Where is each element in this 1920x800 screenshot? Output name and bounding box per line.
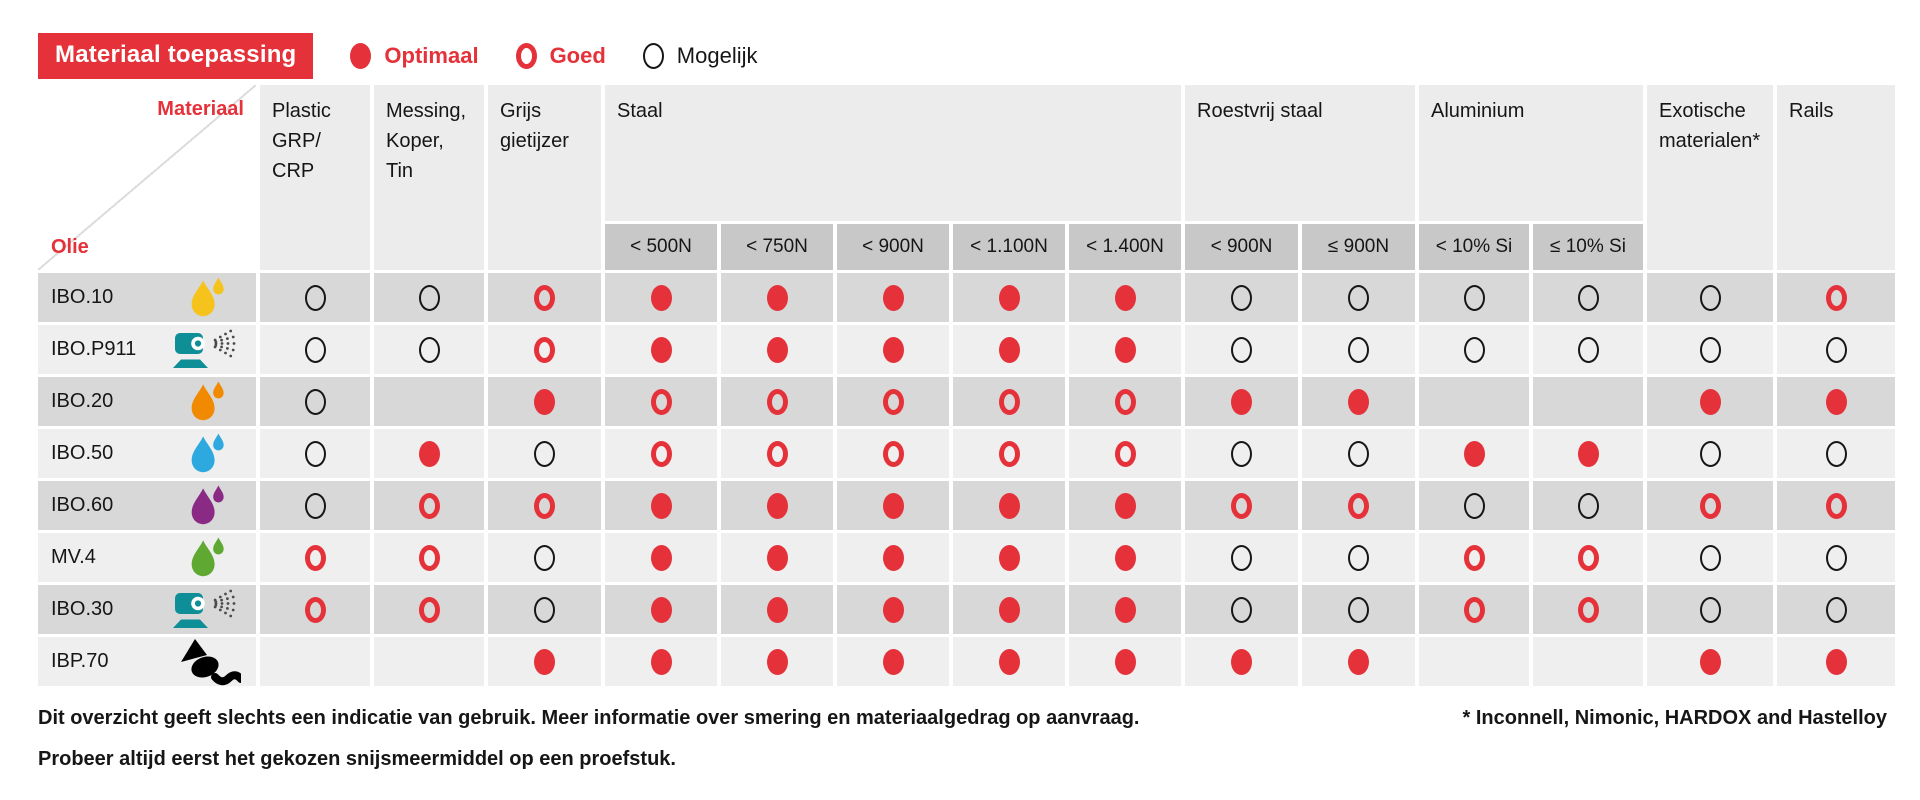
column-header-line: materialen* — [1659, 130, 1761, 152]
mark-mogelijk — [1231, 337, 1252, 363]
cell-ibo-20-col4 — [721, 377, 833, 426]
mark-mogelijk — [1826, 597, 1847, 623]
column-header-line: Aluminium — [1431, 100, 1525, 122]
corner-label-materiaal: Materiaal — [157, 98, 244, 120]
column-header-messing-koper-tin — [374, 85, 484, 270]
cell-ibo-20-col1 — [374, 377, 484, 426]
mark-goed — [767, 441, 788, 467]
cell-ibo-20-col8 — [1185, 377, 1298, 426]
mark-goed — [534, 493, 555, 519]
cell-ibo-p911-col9 — [1302, 325, 1415, 374]
cell-ibo-50-col5 — [837, 429, 949, 478]
cell-ibo-p911-col11 — [1533, 325, 1643, 374]
mark-optimaal — [1700, 649, 1721, 675]
row-header-ibo-20 — [38, 377, 256, 426]
top-bar — [38, 33, 758, 79]
cell-ibo-10-col11 — [1533, 273, 1643, 322]
mark-optimaal — [1826, 389, 1847, 415]
goed-circle-icon — [516, 43, 537, 69]
mark-goed — [305, 597, 326, 623]
cell-ibo-50-col0 — [260, 429, 370, 478]
cell-ibo-50-col12 — [1647, 429, 1773, 478]
cell-mv-4-col12 — [1647, 533, 1773, 582]
cell-ibo-50-col7 — [1069, 429, 1181, 478]
cell-ibo-20-col2 — [488, 377, 601, 426]
cell-ibo-10-col13 — [1777, 273, 1895, 322]
mark-mogelijk — [1348, 545, 1369, 571]
mark-optimaal — [419, 441, 440, 467]
mark-optimaal — [651, 285, 672, 311]
cell-ibp-70-col0 — [260, 637, 370, 686]
row-label: IBO.50 — [51, 442, 114, 464]
cell-mv-4-col3 — [605, 533, 717, 582]
mark-optimaal — [651, 545, 672, 571]
cell-ibp-70-col6 — [953, 637, 1065, 686]
mark-optimaal — [651, 597, 672, 623]
mark-optimaal — [767, 597, 788, 623]
mark-mogelijk — [305, 285, 326, 311]
mark-optimaal — [883, 337, 904, 363]
cell-ibp-70-col1 — [374, 637, 484, 686]
row-label: IBP.70 — [51, 650, 109, 672]
cell-ibp-70-col8 — [1185, 637, 1298, 686]
cell-ibo-10-col3 — [605, 273, 717, 322]
mark-mogelijk — [1700, 337, 1721, 363]
subheader-aluminium-1: ≤ 10% Si — [1533, 224, 1643, 270]
legend-item-optimaal — [350, 43, 478, 69]
row-header-ibo-60 — [38, 481, 256, 530]
mark-goed — [1348, 493, 1369, 519]
column-header-line: Plastic — [272, 100, 331, 122]
cell-ibo-20-col12 — [1647, 377, 1773, 426]
column-header-line: Roestvrij staal — [1197, 100, 1323, 122]
legend-label: Goed — [549, 43, 606, 68]
row-header-ibp-70 — [38, 637, 256, 686]
cell-ibo-p911-col10 — [1419, 325, 1529, 374]
cell-ibo-50-col8 — [1185, 429, 1298, 478]
cell-mv-4-col5 — [837, 533, 949, 582]
mark-mogelijk — [1826, 337, 1847, 363]
row-header-ibo-30 — [38, 585, 256, 634]
cell-ibo-10-col2 — [488, 273, 601, 322]
mark-goed — [1115, 389, 1136, 415]
cell-ibp-70-col7 — [1069, 637, 1181, 686]
cell-ibo-20-col6 — [953, 377, 1065, 426]
column-header-plastic-grp-crp — [260, 85, 370, 270]
mark-optimaal — [999, 597, 1020, 623]
mark-optimaal — [1348, 389, 1369, 415]
mark-optimaal — [883, 649, 904, 675]
drop-icon — [164, 275, 248, 320]
mark-goed — [999, 441, 1020, 467]
mark-optimaal — [1700, 389, 1721, 415]
row-header-mv-4 — [38, 533, 256, 582]
row-label: IBO.P911 — [51, 338, 137, 360]
mark-optimaal — [767, 649, 788, 675]
cell-ibo-p911-col6 — [953, 325, 1065, 374]
column-header-line: Grijs — [500, 100, 542, 122]
mogelijk-circle-icon — [643, 43, 664, 69]
subheader-staal-4: < 1.400N — [1069, 224, 1181, 270]
cell-ibo-50-col13 — [1777, 429, 1895, 478]
cell-ibo-10-col5 — [837, 273, 949, 322]
mark-mogelijk — [305, 389, 326, 415]
mark-optimaal — [767, 493, 788, 519]
mark-optimaal — [534, 649, 555, 675]
column-header-grijs-gietijzer — [488, 85, 601, 270]
mark-optimaal — [883, 493, 904, 519]
cell-ibp-70-col2 — [488, 637, 601, 686]
footer-disclaimer — [38, 707, 1139, 789]
mark-goed — [419, 493, 440, 519]
cell-ibo-50-col10 — [1419, 429, 1529, 478]
cell-ibo-30-col6 — [953, 585, 1065, 634]
cell-ibo-60-col3 — [605, 481, 717, 530]
cell-ibo-60-col10 — [1419, 481, 1529, 530]
cell-ibo-60-col5 — [837, 481, 949, 530]
row-label: IBO.30 — [51, 598, 114, 620]
mark-goed — [651, 389, 672, 415]
mark-optimaal — [999, 337, 1020, 363]
mark-goed — [1578, 545, 1599, 571]
mark-goed — [534, 285, 555, 311]
mark-goed — [1464, 597, 1485, 623]
mark-optimaal — [1348, 649, 1369, 675]
cell-ibo-30-col2 — [488, 585, 601, 634]
mark-optimaal — [1826, 649, 1847, 675]
cell-ibo-10-col0 — [260, 273, 370, 322]
mark-optimaal — [534, 389, 555, 415]
mark-optimaal — [1231, 389, 1252, 415]
row-label: MV.4 — [51, 546, 96, 568]
tube-icon — [164, 638, 248, 686]
mark-mogelijk — [1348, 597, 1369, 623]
column-header-line: GRP/ — [272, 130, 321, 152]
mark-optimaal — [883, 597, 904, 623]
cell-ibo-60-col11 — [1533, 481, 1643, 530]
drop-icon — [164, 431, 248, 476]
cell-ibo-50-col11 — [1533, 429, 1643, 478]
mark-optimaal — [1115, 285, 1136, 311]
cell-ibo-30-col3 — [605, 585, 717, 634]
mark-mogelijk — [1231, 545, 1252, 571]
cell-ibo-p911-col13 — [1777, 325, 1895, 374]
subheader-aluminium-0: < 10% Si — [1419, 224, 1529, 270]
cell-mv-4-col4 — [721, 533, 833, 582]
cell-ibo-30-col13 — [1777, 585, 1895, 634]
mark-mogelijk — [1464, 337, 1485, 363]
cell-ibo-30-col4 — [721, 585, 833, 634]
cell-ibo-20-col10 — [1419, 377, 1529, 426]
cell-ibo-20-col13 — [1777, 377, 1895, 426]
cell-mv-4-col9 — [1302, 533, 1415, 582]
cell-ibo-50-col4 — [721, 429, 833, 478]
subheader-staal-2: < 900N — [837, 224, 949, 270]
row-header-ibo-50 — [38, 429, 256, 478]
legend-item-mogelijk — [643, 43, 758, 69]
column-header-line: Koper, — [386, 130, 444, 152]
mark-mogelijk — [1231, 441, 1252, 467]
drop-icon — [164, 379, 248, 424]
row-label: IBO.20 — [51, 390, 114, 412]
cell-mv-4-col13 — [1777, 533, 1895, 582]
mark-goed — [1826, 285, 1847, 311]
footer-asterisk-note: * Inconnell, Nimonic, HARDOX and Hastelloy — [1462, 707, 1887, 729]
cell-ibo-60-col1 — [374, 481, 484, 530]
cell-mv-4-col7 — [1069, 533, 1181, 582]
mark-optimaal — [1231, 649, 1252, 675]
mark-mogelijk — [1578, 493, 1599, 519]
cell-ibo-60-col0 — [260, 481, 370, 530]
cell-mv-4-col10 — [1419, 533, 1529, 582]
mark-optimaal — [999, 285, 1020, 311]
column-header-line: Messing, — [386, 100, 467, 122]
cell-mv-4-col11 — [1533, 533, 1643, 582]
cell-ibo-60-col4 — [721, 481, 833, 530]
cell-ibo-60-col8 — [1185, 481, 1298, 530]
mark-optimaal — [1115, 597, 1136, 623]
cell-ibo-10-col6 — [953, 273, 1065, 322]
cell-ibp-70-col5 — [837, 637, 949, 686]
cell-ibo-10-col8 — [1185, 273, 1298, 322]
cell-ibo-30-col9 — [1302, 585, 1415, 634]
page-title: Materiaal toepassing — [38, 33, 313, 79]
cell-mv-4-col6 — [953, 533, 1065, 582]
cell-ibo-30-col10 — [1419, 585, 1529, 634]
cell-ibo-20-col7 — [1069, 377, 1181, 426]
column-header-rails — [1777, 85, 1895, 270]
subheader-staal-3: < 1.100N — [953, 224, 1065, 270]
cell-ibo-30-col7 — [1069, 585, 1181, 634]
mark-optimaal — [999, 649, 1020, 675]
mark-optimaal — [651, 649, 672, 675]
mark-mogelijk — [1348, 285, 1369, 311]
legend-item-goed — [516, 43, 606, 69]
column-header-roestvrij-staal — [1185, 85, 1415, 221]
cell-mv-4-col0 — [260, 533, 370, 582]
mark-goed — [1826, 493, 1847, 519]
spray-icon — [164, 587, 248, 632]
mark-optimaal — [1464, 441, 1485, 467]
mark-mogelijk — [534, 545, 555, 571]
material-application-table — [38, 85, 1895, 686]
mark-mogelijk — [1578, 285, 1599, 311]
cell-ibp-70-col13 — [1777, 637, 1895, 686]
mark-optimaal — [1115, 649, 1136, 675]
cell-ibo-20-col3 — [605, 377, 717, 426]
legend-label: Optimaal — [384, 43, 479, 68]
mark-goed — [1578, 597, 1599, 623]
legend — [313, 43, 757, 69]
mark-goed — [1115, 441, 1136, 467]
mark-optimaal — [767, 285, 788, 311]
mark-optimaal — [651, 337, 672, 363]
column-header-staal — [605, 85, 1181, 221]
cell-ibo-30-col8 — [1185, 585, 1298, 634]
cell-ibo-20-col11 — [1533, 377, 1643, 426]
cell-ibp-70-col11 — [1533, 637, 1643, 686]
column-header-line: Rails — [1789, 100, 1834, 122]
mark-mogelijk — [1700, 285, 1721, 311]
column-header-aluminium — [1419, 85, 1643, 221]
cell-ibp-70-col9 — [1302, 637, 1415, 686]
cell-ibo-10-col7 — [1069, 273, 1181, 322]
mark-goed — [651, 441, 672, 467]
mark-mogelijk — [1700, 545, 1721, 571]
cell-ibo-60-col7 — [1069, 481, 1181, 530]
mark-mogelijk — [1231, 597, 1252, 623]
mark-mogelijk — [419, 285, 440, 311]
mark-mogelijk — [1231, 285, 1252, 311]
cell-ibo-p911-col1 — [374, 325, 484, 374]
subheader-roestvrij-staal-0: < 900N — [1185, 224, 1298, 270]
mark-optimaal — [1578, 441, 1599, 467]
mark-mogelijk — [534, 441, 555, 467]
cell-mv-4-col1 — [374, 533, 484, 582]
mark-mogelijk — [1578, 337, 1599, 363]
cell-ibo-p911-col4 — [721, 325, 833, 374]
mark-optimaal — [767, 545, 788, 571]
mark-mogelijk — [1348, 441, 1369, 467]
drop-icon — [164, 483, 248, 528]
mark-goed — [534, 337, 555, 363]
mark-mogelijk — [305, 337, 326, 363]
cell-ibo-10-col9 — [1302, 273, 1415, 322]
cell-ibo-60-col13 — [1777, 481, 1895, 530]
row-label: IBO.10 — [51, 286, 114, 308]
mark-mogelijk — [1826, 441, 1847, 467]
cell-mv-4-col2 — [488, 533, 601, 582]
mark-mogelijk — [1464, 285, 1485, 311]
mark-goed — [419, 597, 440, 623]
mark-mogelijk — [1464, 493, 1485, 519]
mark-optimaal — [883, 285, 904, 311]
cell-ibo-50-col9 — [1302, 429, 1415, 478]
cell-ibp-70-col4 — [721, 637, 833, 686]
mark-goed — [883, 441, 904, 467]
cell-ibo-30-col12 — [1647, 585, 1773, 634]
mark-mogelijk — [1348, 337, 1369, 363]
mark-optimaal — [1115, 545, 1136, 571]
footer-line-2: Probeer altijd eerst het gekozen snijsmeermiddel op een proefstuk. — [38, 748, 676, 770]
cell-ibo-20-col0 — [260, 377, 370, 426]
mark-mogelijk — [534, 597, 555, 623]
row-label: IBO.60 — [51, 494, 114, 516]
mark-optimaal — [651, 493, 672, 519]
cell-ibo-20-col9 — [1302, 377, 1415, 426]
corner-label-olie: Olie — [51, 236, 89, 258]
mark-optimaal — [1115, 493, 1136, 519]
cell-ibo-30-col11 — [1533, 585, 1643, 634]
cell-ibo-p911-col12 — [1647, 325, 1773, 374]
mark-goed — [305, 545, 326, 571]
subheader-roestvrij-staal-1: ≤ 900N — [1302, 224, 1415, 270]
mark-goed — [419, 545, 440, 571]
cell-ibp-70-col3 — [605, 637, 717, 686]
cell-ibo-30-col5 — [837, 585, 949, 634]
cell-ibo-p911-col0 — [260, 325, 370, 374]
cell-ibo-10-col10 — [1419, 273, 1529, 322]
mark-optimaal — [883, 545, 904, 571]
cell-ibo-p911-col5 — [837, 325, 949, 374]
footer-line-1: Dit overzicht geeft slechts een indicatie van gebruik. Meer informatie over smering en materiaalgedrag op aanvraag. — [38, 707, 1140, 729]
mark-optimaal — [999, 545, 1020, 571]
cell-ibo-50-col2 — [488, 429, 601, 478]
cell-mv-4-col8 — [1185, 533, 1298, 582]
cell-ibo-p911-col2 — [488, 325, 601, 374]
footer — [38, 707, 1887, 789]
cell-ibp-70-col12 — [1647, 637, 1773, 686]
mark-goed — [1700, 493, 1721, 519]
cell-ibo-50-col1 — [374, 429, 484, 478]
subheader-staal-0: < 500N — [605, 224, 717, 270]
mark-goed — [767, 389, 788, 415]
mark-optimaal — [767, 337, 788, 363]
cell-ibo-30-col1 — [374, 585, 484, 634]
cell-ibp-70-col10 — [1419, 637, 1529, 686]
mark-mogelijk — [1700, 441, 1721, 467]
column-header-line: gietijzer — [500, 130, 569, 152]
cell-ibo-20-col5 — [837, 377, 949, 426]
mark-goed — [883, 389, 904, 415]
cell-ibo-10-col1 — [374, 273, 484, 322]
mark-mogelijk — [1826, 545, 1847, 571]
cell-ibo-10-col4 — [721, 273, 833, 322]
cell-ibo-50-col3 — [605, 429, 717, 478]
mark-optimaal — [1115, 337, 1136, 363]
column-header-line: CRP — [272, 160, 315, 182]
column-header-line: Tin — [386, 160, 414, 182]
cell-ibo-60-col12 — [1647, 481, 1773, 530]
column-header-line: Exotische — [1659, 100, 1746, 122]
mark-mogelijk — [419, 337, 440, 363]
cell-ibo-10-col12 — [1647, 273, 1773, 322]
cell-ibo-50-col6 — [953, 429, 1065, 478]
mark-goed — [999, 389, 1020, 415]
cell-ibo-p911-col3 — [605, 325, 717, 374]
optimaal-circle-icon — [350, 43, 371, 69]
cell-ibo-p911-col7 — [1069, 325, 1181, 374]
subheader-staal-1: < 750N — [721, 224, 833, 270]
cell-ibo-60-col6 — [953, 481, 1065, 530]
corner-header-cell — [38, 85, 256, 270]
cell-ibo-30-col0 — [260, 585, 370, 634]
cell-ibo-60-col9 — [1302, 481, 1415, 530]
spray-icon — [164, 327, 248, 372]
mark-optimaal — [999, 493, 1020, 519]
drop-icon — [164, 535, 248, 580]
cell-ibo-60-col2 — [488, 481, 601, 530]
row-header-ibo-p911 — [38, 325, 256, 374]
mark-mogelijk — [305, 493, 326, 519]
legend-label: Mogelijk — [676, 43, 758, 68]
mark-goed — [1464, 545, 1485, 571]
cell-ibo-p911-col8 — [1185, 325, 1298, 374]
column-header-exotische-materialen — [1647, 85, 1773, 270]
column-header-line: Staal — [617, 100, 663, 122]
mark-goed — [1231, 493, 1252, 519]
mark-mogelijk — [1700, 597, 1721, 623]
mark-mogelijk — [305, 441, 326, 467]
row-header-ibo-10 — [38, 273, 256, 322]
